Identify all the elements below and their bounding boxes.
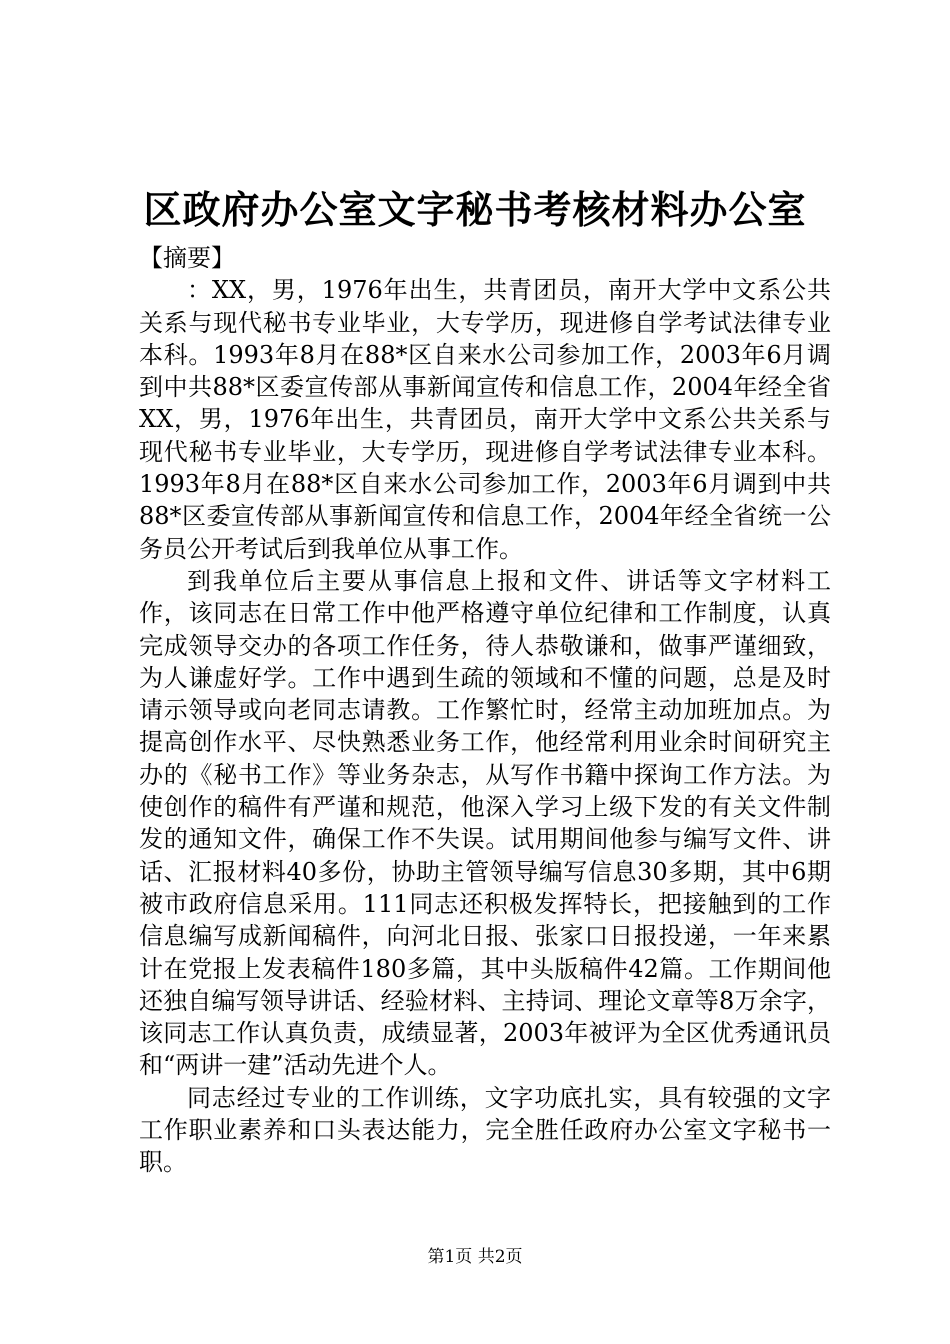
paragraph-work-performance: 到我单位后主要从事信息上报和文件、讲话等文字材料工作，该同志在日常工作中他严格遵守单位纪律和工作制度，认真完成领导交办的各项工作任务，待人恭敬谦和，做事严谨细致，为人谦虚好学。工作中遇到生疏的领域和不懂的问题，总是及时请示领导或向老同志请教。工作繁忙时，经常主动加班加点。为提高创作水平、尽快熟悉业务工作，他经常利用业余时间研究主办的《秘书工作》等业务杂志，从写作书籍中探询工作方法。为使创作的稿件有严谨和规范，他深入学习上级下发的有关文件制发的通知文件，确保工作不失误。试用期间他参与编写文件、讲话、汇报材料40多份，协助主管领导编写信息30多期，其中6期被市政府信息采用。111同志还积极发挥特长，把接触到的工作信息编写成新闻稿件，向河北日报、张家口日报投递，一年来累计在党报上发表稿件180多篇，其中头版稿件42篇。工作期间他还独自编写领导讲话、经验材料、主持词、理论文章等8万余字，该同志工作认真负责，成绩显著，2003年被评为全区优秀通讯员和“两讲一建”活动先进个人。 (139, 566, 831, 1080)
abstract-label: 【摘要】 (139, 244, 235, 272)
paragraph-conclusion: 同志经过专业的工作训练，文字功底扎实，具有较强的文字工作职业素养和口头表达能力，完全胜任政府办公室文字秘书一职。 (139, 1083, 831, 1177)
paragraph-profile: ：XX，男，1976年出生，共青团员，南开大学中文系公共关系与现代秘书专业毕业，大专学历，现进修自学考试法律专业本科。1993年8月在88*区自来水公司参加工作，2003年6月调到中共88*区委宣传部从事新闻宣传和信息工作，2004年经全省XX，男，1976年出生，共青团员，南开大学中文系公共关系与现代秘书专业毕业，大专学历，现进修自学考试法律专业本科。1993年8月在88*区自来水公司参加工作，2003年6月调到中共88*区委宣传部从事新闻宣传和信息工作，2004年经全省统一公务员公开考试后到我单位从事工作。 (139, 276, 831, 563)
document-body (139, 242, 831, 1179)
page-number-footer: 第1页 共2页 (427, 1247, 523, 1267)
document-title: 区政府办公室文字秘书考核材料办公室 (143, 187, 807, 232)
